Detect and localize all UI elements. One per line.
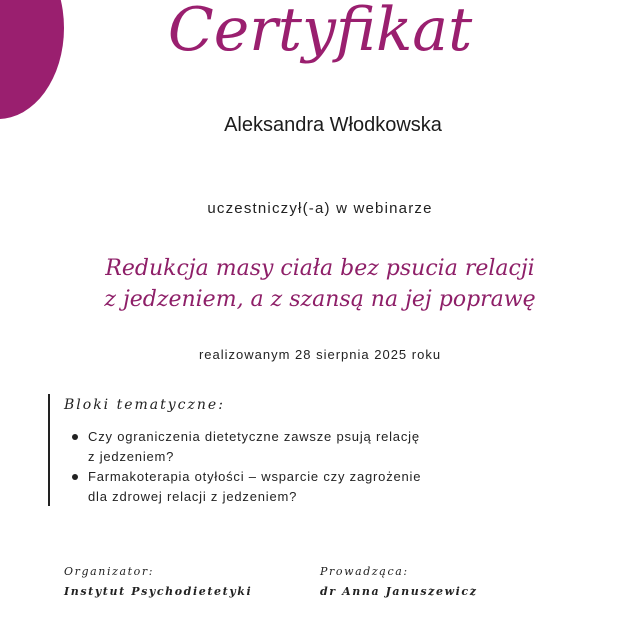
topic-item-line: Czy ograniczenia dietetyczne zawsze psują relację xyxy=(88,429,420,444)
topic-item-line: Farmakoterapia otyłości – wsparcie czy zagrożenie xyxy=(88,469,422,484)
certificate-title xyxy=(0,0,640,66)
host-block xyxy=(320,562,478,602)
webinar-title-line-2: z jedzeniem, a z szansą na jej poprawę xyxy=(104,287,536,312)
topic-blocks-heading: Bloki tematyczne: xyxy=(64,397,225,413)
host-value: dr Anna Januszewicz xyxy=(320,585,478,598)
topic-item xyxy=(64,467,528,507)
organizer-value: Instytut Psychodietetyki xyxy=(64,585,253,598)
topic-blocks xyxy=(48,394,528,506)
webinar-title-line-1: Redukcja masy ciała bez psucia relacji xyxy=(105,256,535,281)
webinar-title xyxy=(0,253,640,315)
topic-item-line: dla zdrowej relacji z jedzeniem? xyxy=(88,489,298,504)
topic-item-line: z jedzeniem? xyxy=(88,449,175,464)
host-label: Prowadząca: xyxy=(320,565,409,578)
organizer-block xyxy=(64,562,252,602)
certificate-title-text: Certyfikat xyxy=(167,0,473,65)
participation-statement: uczestniczył(-a) w webinarze xyxy=(207,200,433,217)
organizer-label: Organizator: xyxy=(64,565,155,578)
topic-item xyxy=(64,427,528,467)
webinar-date: realizowanym 28 sierpnia 2025 roku xyxy=(198,347,442,362)
recipient-name: Aleksandra Włodkowska xyxy=(224,114,442,136)
topic-list xyxy=(64,427,528,507)
